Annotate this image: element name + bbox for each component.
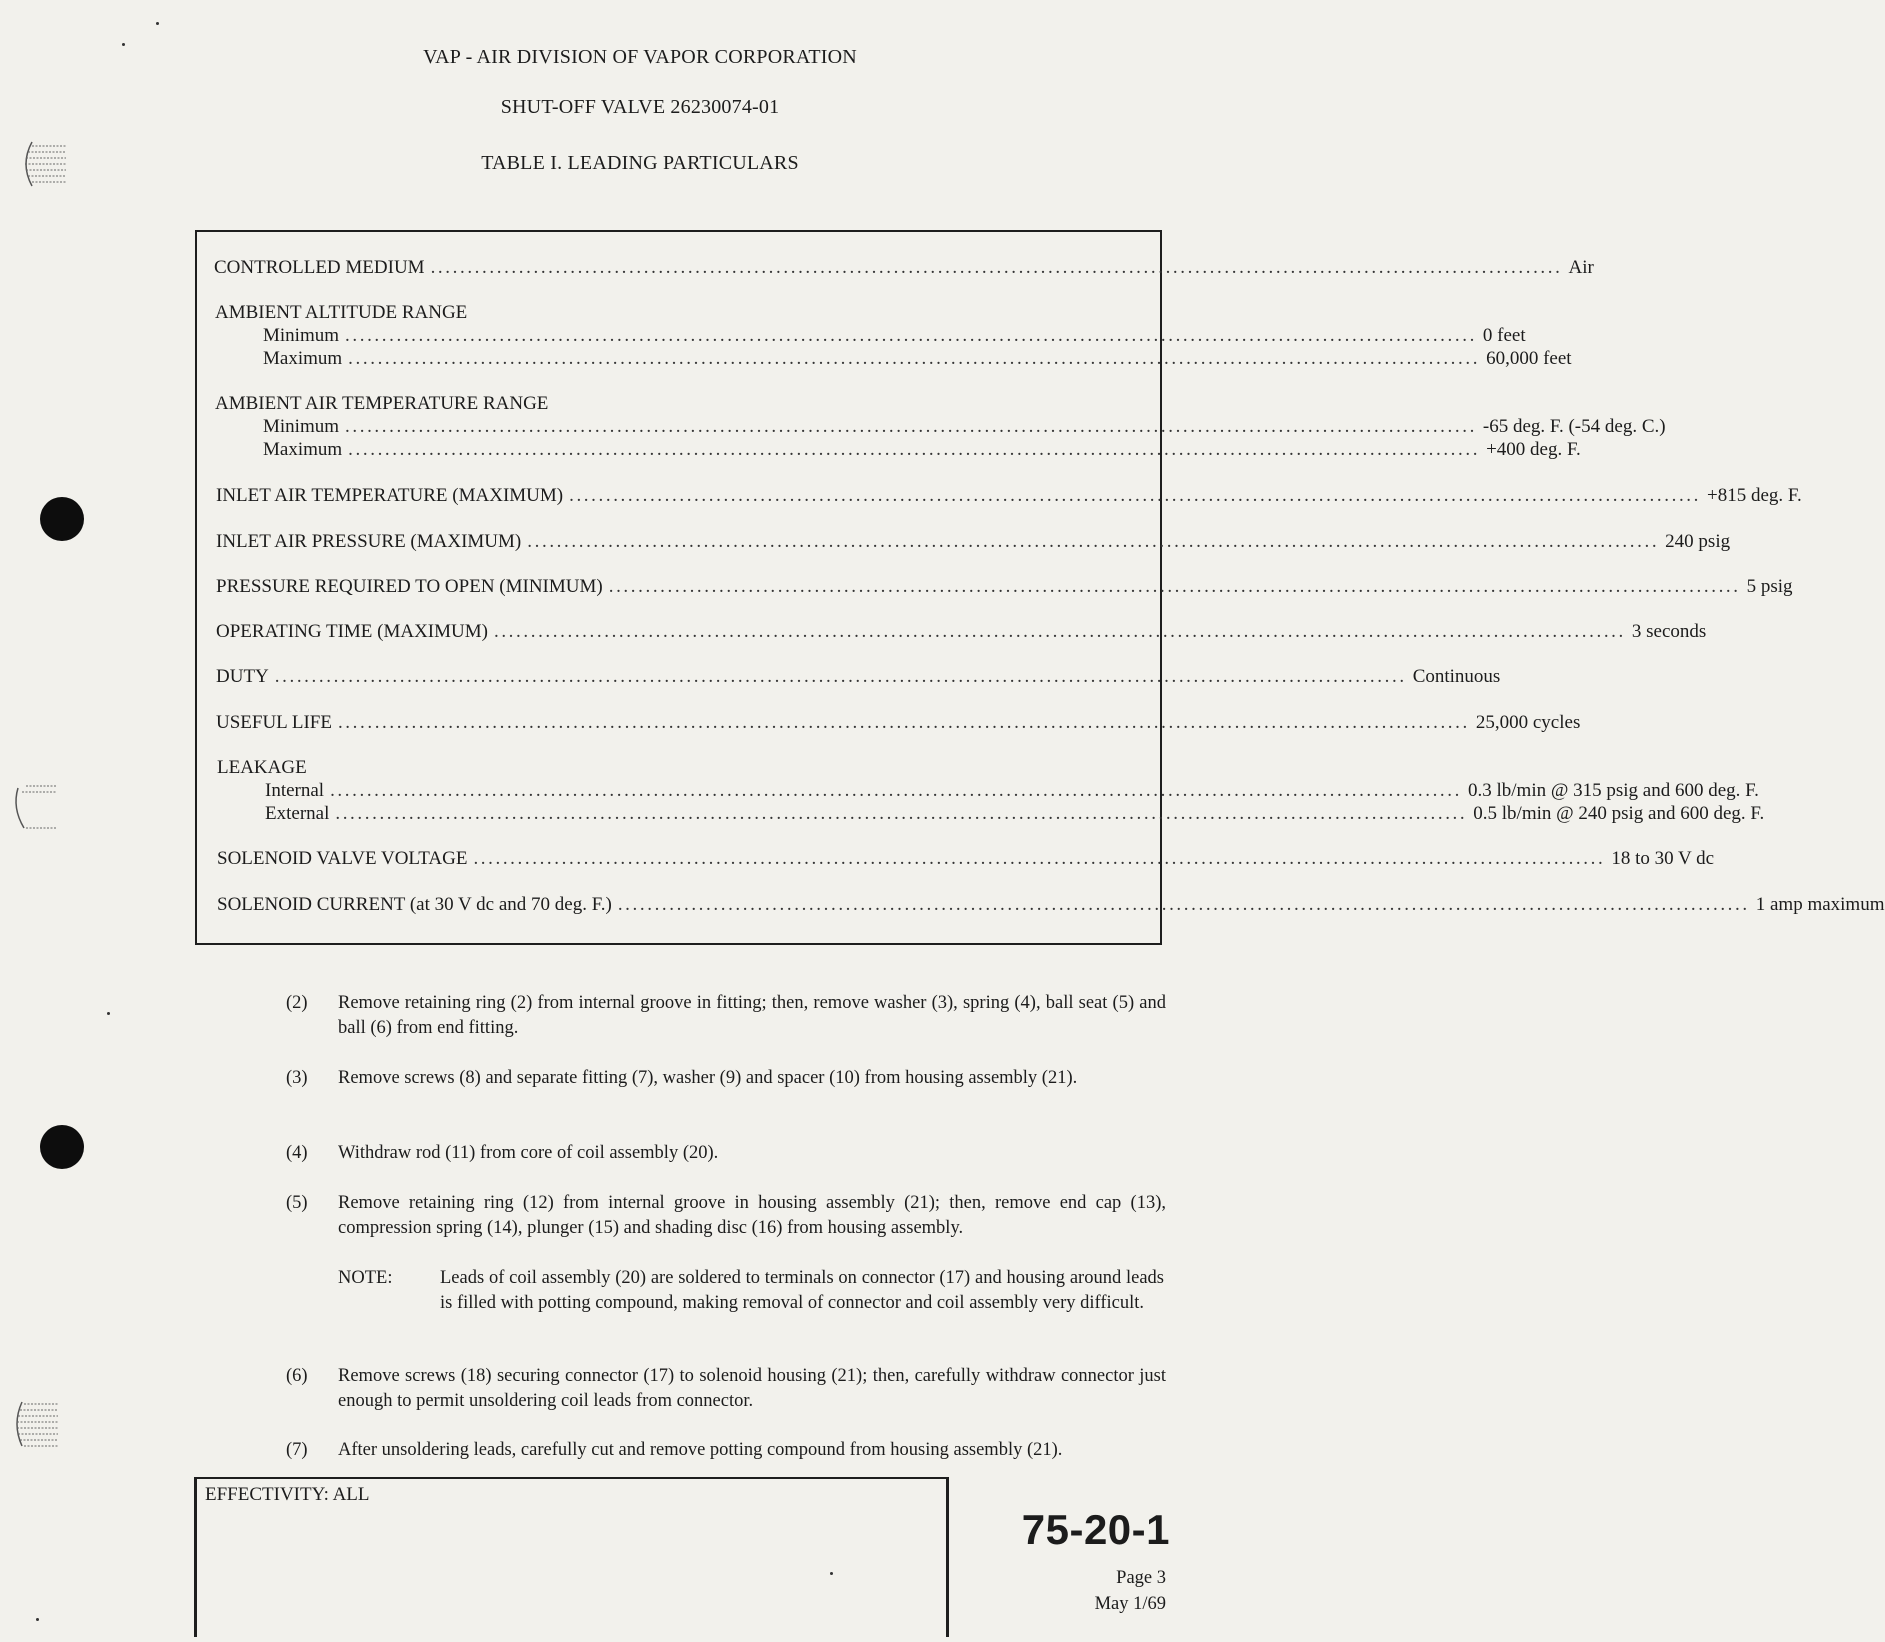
row-open-pressure xyxy=(216,575,1793,598)
step-number: (4) xyxy=(286,1143,308,1163)
row-value: 1 amp maximum xyxy=(1755,894,1885,915)
step-number: (3) xyxy=(286,1068,308,1088)
row-label: Maximum xyxy=(263,439,343,460)
dot-leader: .......................................................................................................................................................... xyxy=(608,576,1741,597)
row-air-temp-min xyxy=(263,415,1666,438)
row-label: PRESSURE REQUIRED TO OPEN (MINIMUM) xyxy=(216,576,603,597)
row-useful-life xyxy=(216,711,1581,734)
row-controlled-medium xyxy=(214,256,1594,279)
effectivity-label: EFFECTIVITY: ALL xyxy=(205,1484,370,1505)
row-inlet-pressure xyxy=(216,530,1731,553)
scan-speck xyxy=(107,1012,110,1015)
table-title: TABLE I. LEADING PARTICULARS xyxy=(481,152,799,174)
row-label: OPERATING TIME (MAXIMUM) xyxy=(216,621,488,642)
row-duty xyxy=(216,665,1501,688)
row-value: 60,000 feet xyxy=(1486,348,1572,369)
row-value: -65 deg. F. (-54 deg. C.) xyxy=(1482,416,1666,437)
row-value: 18 to 30 V dc xyxy=(1611,848,1715,869)
product-heading: SHUT-OFF VALVE 26230074-01 xyxy=(500,96,780,118)
binder-hole-top xyxy=(40,497,84,541)
document-number: 75-20-1 xyxy=(1021,1506,1170,1553)
company-heading: VAP - AIR DIVISION OF VAPOR CORPORATION xyxy=(423,46,857,68)
dot-leader: .......................................................................................................................................................... xyxy=(617,894,1750,915)
binder-hole-bottom xyxy=(40,1125,84,1169)
dot-leader: .......................................................................................................................................................... xyxy=(345,416,1477,437)
row-operating-time xyxy=(216,620,1707,643)
row-label: External xyxy=(265,803,330,824)
row-label: CONTROLLED MEDIUM xyxy=(214,257,425,278)
row-value: 240 psig xyxy=(1665,531,1731,552)
dot-leader: .......................................................................................................................................................... xyxy=(569,485,1702,506)
step-text: Remove retaining ring (2) from internal groove in fitting; then, remove washer (3), spring (4), ball seat (5) and ball (6) from end fitting. xyxy=(338,993,1166,1038)
row-value: Continuous xyxy=(1412,666,1501,687)
dot-leader: .......................................................................................................................................................... xyxy=(345,325,1477,346)
scan-speck xyxy=(36,1618,39,1621)
row-value: 0.5 lb/min @ 240 psig and 600 deg. F. xyxy=(1473,803,1765,824)
step-number: (2) xyxy=(286,993,308,1013)
row-leakage-internal xyxy=(265,779,1759,802)
step-5 xyxy=(286,1191,1166,1243)
step-text: After unsoldering leads, carefully cut and remove potting compound from housing assembly (21). xyxy=(338,1440,1063,1460)
step-4 xyxy=(286,1141,1166,1169)
step-number: (6) xyxy=(286,1366,308,1386)
row-value: 0.3 lb/min @ 315 psig and 600 deg. F. xyxy=(1467,780,1759,801)
row-leakage-external xyxy=(265,802,1765,825)
row-solenoid-voltage xyxy=(217,847,1715,870)
dot-leader: .......................................................................................................................................................... xyxy=(348,439,1481,460)
dot-leader: .......................................................................................................................................................... xyxy=(337,712,1470,733)
dot-leader: .......................................................................................................................................................... xyxy=(430,257,1563,278)
step-text: Remove screws (18) securing connector (17) to solenoid housing (21); then, carefully withdraw connector just enough to permit unsoldering coil leads from connector. xyxy=(338,1366,1166,1411)
row-label: INLET AIR PRESSURE (MAXIMUM) xyxy=(216,531,522,552)
row-solenoid-current xyxy=(217,893,1885,916)
dot-leader: .......................................................................................................................................................... xyxy=(335,803,1468,824)
dot-leader: .......................................................................................................................................................... xyxy=(348,348,1481,369)
row-label: Minimum xyxy=(263,416,340,437)
step-7 xyxy=(286,1438,1166,1466)
row-altitude-min xyxy=(263,324,1526,347)
row-label: Internal xyxy=(265,780,325,801)
row-value: +815 deg. F. xyxy=(1707,485,1802,506)
binder-mark-icon xyxy=(8,782,58,834)
row-value: 5 psig xyxy=(1746,576,1793,597)
step-text: Withdraw rod (11) from core of coil assembly (20). xyxy=(338,1143,719,1163)
row-air-temp-max xyxy=(263,438,1581,461)
row-value: 25,000 cycles xyxy=(1475,712,1581,733)
row-value: 3 seconds xyxy=(1631,621,1707,642)
step-6 xyxy=(286,1364,1166,1416)
dot-leader: .......................................................................................................................................................... xyxy=(274,666,1407,687)
step-3 xyxy=(286,1066,1166,1118)
section-leakage: LEAKAGE xyxy=(217,757,307,778)
note-label: NOTE: xyxy=(338,1268,393,1288)
step-text: Remove retaining ring (12) from internal groove in housing assembly (21); then, remove end cap (13), compression spring (14), plunger (15) and shading disc (16) from housing assembly. xyxy=(338,1193,1166,1238)
step-text: Remove screws (8) and separate fitting (7), washer (9) and spacer (10) from housing assembly (21). xyxy=(338,1068,1078,1088)
row-value: 0 feet xyxy=(1482,325,1526,346)
row-label: Minimum xyxy=(263,325,340,346)
dot-leader: .......................................................................................................................................................... xyxy=(330,780,1462,801)
page-number: Page 3 xyxy=(1116,1568,1166,1588)
section-air-temperature: AMBIENT AIR TEMPERATURE RANGE xyxy=(215,393,549,414)
section-altitude: AMBIENT ALTITUDE RANGE xyxy=(215,302,468,323)
row-label: DUTY xyxy=(216,666,269,687)
dot-leader: .......................................................................................................................................................... xyxy=(527,531,1660,552)
scan-speck xyxy=(156,22,159,25)
row-inlet-temperature xyxy=(216,484,1802,507)
row-altitude-max xyxy=(263,347,1572,370)
row-label: SOLENOID VALVE VOLTAGE xyxy=(217,848,468,869)
dot-leader: .......................................................................................................................................................... xyxy=(493,621,1626,642)
note-text: Leads of coil assembly (20) are soldered to terminals on connector (17) and housing around leads is filled with potting compound, making removal of connector and coil assembly very difficult. xyxy=(440,1268,1164,1313)
dot-leader: .......................................................................................................................................................... xyxy=(473,848,1606,869)
row-value: Air xyxy=(1568,257,1594,278)
row-label: INLET AIR TEMPERATURE (MAXIMUM) xyxy=(216,485,564,506)
step-number: (5) xyxy=(286,1193,308,1213)
page-date: May 1/69 xyxy=(1094,1594,1166,1614)
row-label: Maximum xyxy=(263,348,343,369)
row-label: USEFUL LIFE xyxy=(216,712,332,733)
binder-mark-icon xyxy=(10,1398,60,1450)
step-number: (7) xyxy=(286,1440,308,1460)
row-label: SOLENOID CURRENT (at 30 V dc and 70 deg. F.) xyxy=(217,894,612,915)
step-2 xyxy=(286,991,1166,1043)
row-value: +400 deg. F. xyxy=(1486,439,1581,460)
